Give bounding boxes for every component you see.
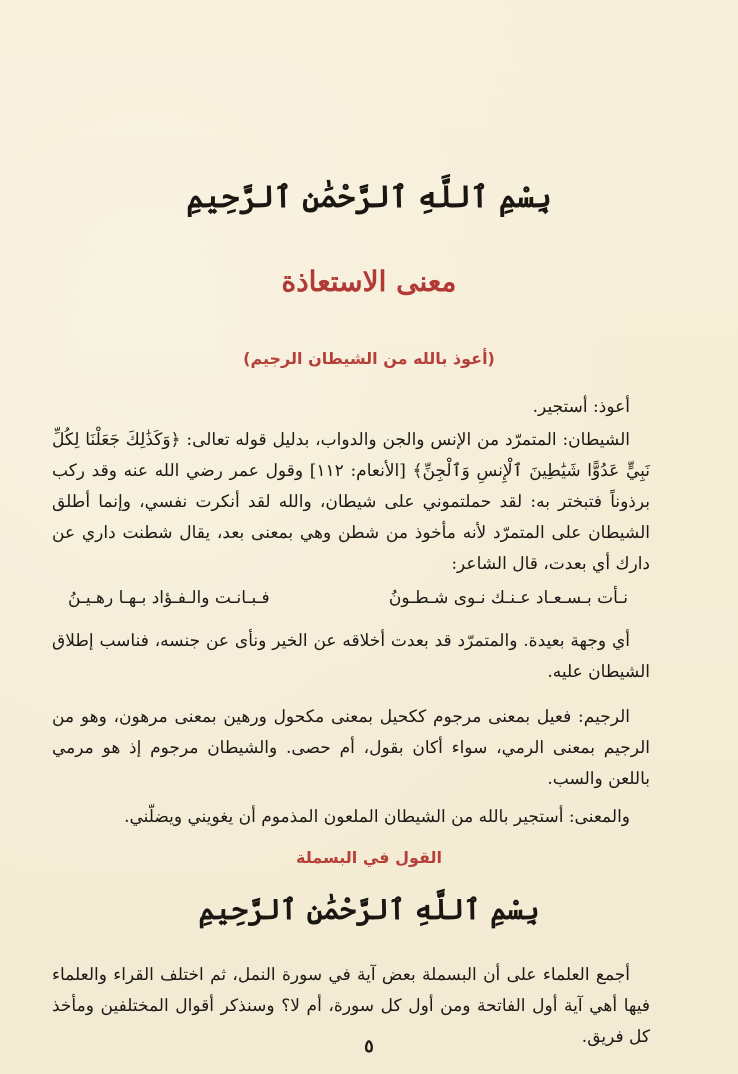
section-subheading-basmala: القول في البسملة <box>296 848 442 867</box>
paragraph-text: الشيطان: المتمرّد من الإنس والجن والدواب، بدليل قوله تعالى: ﴿وَكَذَٰلِكَ جَعَلْنَا لِكُلِّ نَبِيٍّ عَدُوًّا شَيَٰطِينَ ٱلْإِنسِ وَٱلْجِنِّ﴾ [الأنعام: ١١٢] وقول عمر رضي الله عنه وقد ركب برذوناً فتبختر به: لقد حملتموني على شيطان، والله لقد أنكرت نفسي، وإنما أطلق الشيطان على المتمرّد لأنه مأخوذ من شطن وهي بمعنى بعد، يقال شطنت داري عن دارك أي بعدت، قال الشاعر: <box>52 430 650 574</box>
poetry-verse <box>68 588 628 608</box>
paragraph-meaning <box>52 802 650 833</box>
verse-hemistich-first: نـأت بـسـعـاد عـنـك نـوى شـطـونُ <box>388 588 628 608</box>
paragraph-text: أي وجهة بعيدة. والمتمرّد قد بعدت أخلاقه عن الخير ونأى عن جنسه، فناسب إطلاق الشيطان عليه. <box>52 631 650 682</box>
paragraph-text: والمعنى: أستجير بالله من الشيطان الملعون المذموم أن يغويني ويضلّني. <box>124 807 630 827</box>
verse-hemistich-second: فـبـانـت والـفـؤاد بـهـا رهـيـنُ <box>68 588 270 608</box>
paragraph-a'udhu <box>52 392 650 423</box>
page-number: ٥ <box>364 1036 374 1057</box>
paragraph-text: الرجيم: فعيل بمعنى مرجوم ككحيل بمعنى مكحول ورهين بمعنى مرهون، وهو من الرجيم بمعنى الرمي، سواء أكان بقول، أم حصى. والشيطان مرجوم إذ هو مرمي باللعن والسب. <box>52 707 650 789</box>
paragraph-rajim <box>52 702 650 795</box>
section-subheading-isti'adha: (أعوذ بالله من الشيطان الرجيم) <box>243 349 495 368</box>
paragraph-text: أعوذ: أستجير. <box>532 397 630 417</box>
chapter-title: معنى الاستعاذة <box>281 265 457 298</box>
basmala-heading-second: بِسْمِ ٱللَّهِ ٱلرَّحْمَٰنِ ٱلرَّحِيمِ <box>198 893 540 926</box>
paragraph-text: أجمع العلماء على أن البسملة بعض آية في سورة النمل، ثم اختلف القراء والعلماء فيها أهي آية أول الفاتحة ومن أول كل سورة، أم لا؟ وسنذكر أقوال المختلفين ومأخذ كل فريق. <box>52 965 650 1047</box>
basmala-heading: بِسْمِ ٱللَّهِ ٱلرَّحْمَٰنِ ٱلرَّحِيمِ <box>186 180 552 215</box>
paragraph-wijha <box>52 626 650 688</box>
paragraph-shaytan <box>52 425 650 580</box>
